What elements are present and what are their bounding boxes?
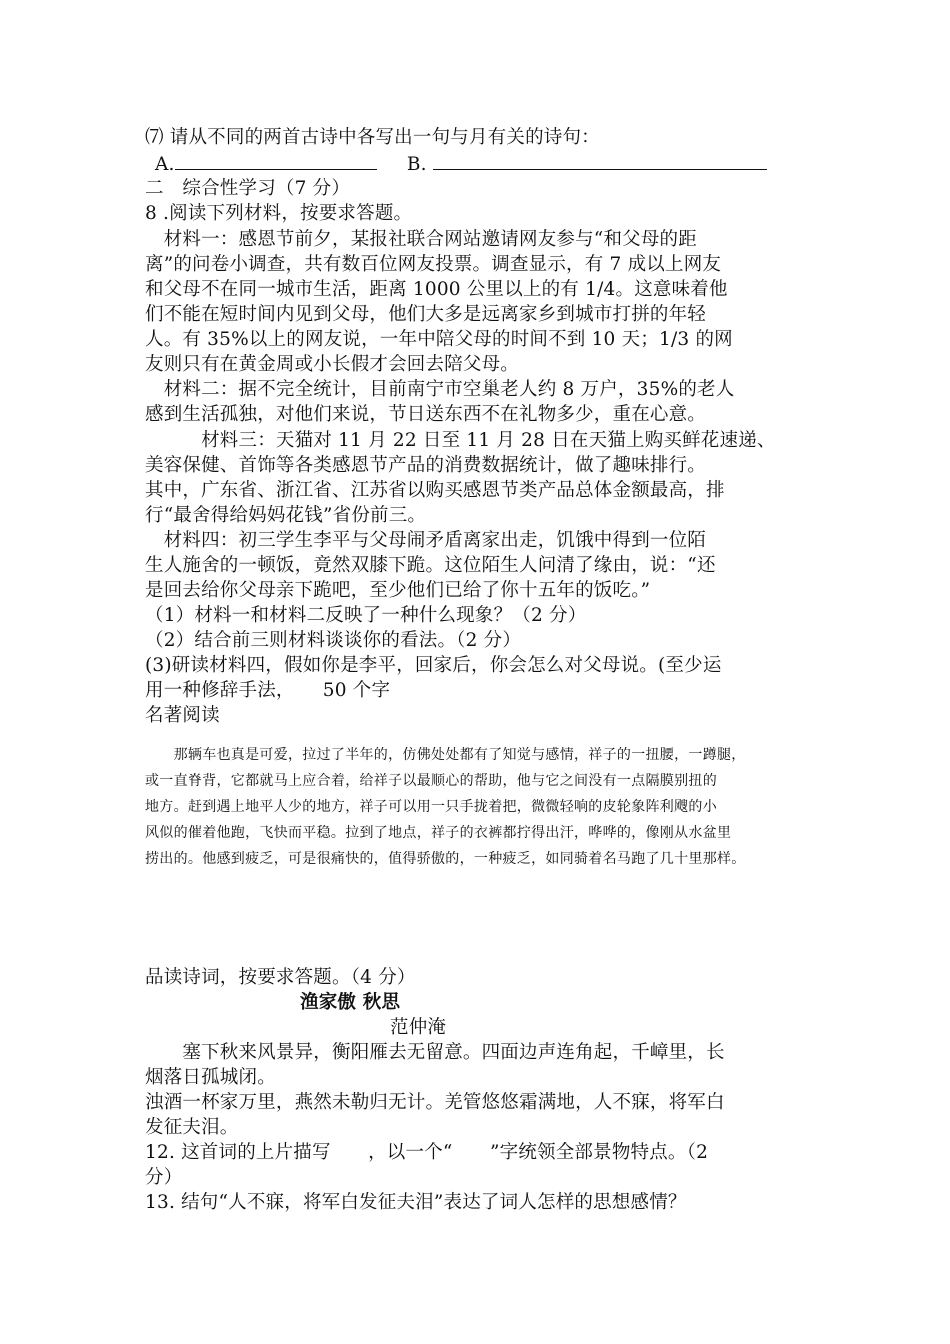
poem-line: 烟落日孤城闭。 xyxy=(145,1067,276,1088)
q8-intro: 8 .阅读下列材料，按要求答题。 xyxy=(145,203,413,224)
q7-prompt: ⑺ 请从不同的两首古诗中各写出一句与月有关的诗句： xyxy=(145,127,600,148)
material1-line: 和父母不在同一城市生活，距离 1000 公里以上的有 1/4。这意味着他 xyxy=(145,279,728,300)
material3-line: 材料三：天猫对 11 月 22 日至 11 月 28 日在天猫上购买鲜花速递、 xyxy=(145,430,776,451)
question-line: 用一种修辞手法， 50 个字 xyxy=(145,680,391,701)
passage-line: 捞出的。他感到疲乏，可是很痛快的，值得骄傲的，一种疲乏，如同骑着名马跑了几十里那样。 xyxy=(145,851,746,867)
question-line: （2）结合前三则材料谈谈你的看法。（2 分） xyxy=(145,630,522,651)
material2-line: 感到生活孤独，对他们来说，节日送东西不在礼物多少，重在心意。 xyxy=(145,404,707,425)
poem-line: 塞下秋来风景异，衡阳雁去无留意。四面边声连角起，千嶂里，长 xyxy=(145,1042,725,1063)
material3-line: 美容保健、首饰等各类感恩节产品的消费数据统计，做了趣味排行。 xyxy=(145,455,707,476)
material1-line: 材料一：感恩节前夕，某报社联合网站邀请网友参与“和父母的距 xyxy=(145,229,697,250)
classics-heading: 名著阅读 xyxy=(145,705,220,726)
material1-line: 友则只有在黄金周或小长假才会回去陪父母。 xyxy=(145,354,520,375)
material4-line: 是回去给你父母亲下跪吧，至少他们已给了你十五年的饭吃。” xyxy=(145,580,651,601)
passage-line: 风似的催着他跑，飞快而平稳。拉到了地点，祥子的衣裤都拧得出汗，哗哗的，像刚从水盆里 xyxy=(145,825,732,841)
answer-blank-a[interactable] xyxy=(175,151,377,170)
section2-heading: 二 综合性学习（7 分） xyxy=(145,178,351,199)
answer-blank-b[interactable] xyxy=(433,151,767,170)
material4-line: 材料四：初三学生李平与父母闹矛盾离家出走，饥饿中得到一位陌 xyxy=(145,530,707,551)
material4-line: 生人施舍的一顿饭，竟然双膝下跪。这位陌生人问清了缘由，说：“还 xyxy=(145,555,716,576)
material3-line: 行“最舍得给妈妈花钱”省份前三。 xyxy=(145,505,427,526)
q12-line: 分） xyxy=(145,1167,183,1188)
poem-line: 发征夫泪。 xyxy=(145,1117,239,1138)
q13-line: 13. 结句“人不寐，将军白发征夫泪”表达了词人怎样的思想感情？ xyxy=(145,1192,687,1213)
material1-line: 人。有 35%以上的网友说，一年中陪父母的时间不到 10 天；1/3 的网 xyxy=(145,329,733,350)
material3-line: 其中，广东省、浙江省、江苏省以购买感恩节类产品总体金额最高，排 xyxy=(145,480,725,501)
poem-author: 范仲淹 xyxy=(390,1017,447,1038)
poem-instruction: 品读诗词，按要求答题。（4 分） xyxy=(145,967,416,988)
passage-line: 地方。赶到遇上地平人少的地方，祥子可以用一只手拢着把，微微轻响的皮轮象阵利飕的小 xyxy=(145,799,717,815)
question-line: （1）材料一和材料二反映了一种什么现象？（2 分） xyxy=(145,605,587,626)
passage-line: 或一直脊背，它都就马上应合着，给祥子以最顺心的帮助，他与它之间没有一点隔膜别扭的 xyxy=(145,773,717,789)
material2-line: 材料二：据不完全统计，目前南宁市空巢老人约 8 万户，35%的老人 xyxy=(145,379,735,400)
passage-line: 那辆车也真是可爱，拉过了半年的，仿佛处处都有了知觉与感情，祥子的一扭腰，一蹲腿， xyxy=(145,747,746,763)
q7-label-b: B. xyxy=(406,154,433,175)
q7-answer-line xyxy=(155,151,767,177)
q7-label-a: A. xyxy=(155,154,175,175)
poem-title: 渔家傲 秋思 xyxy=(300,992,401,1013)
poem-line: 浊酒一杯家万里，燕然未勒归无计。羌管悠悠霜满地，人不寐，将军白 xyxy=(145,1092,725,1113)
question-line: (3)研读材料四，假如你是李平，回家后，你会怎么对父母说。(至少运 xyxy=(145,655,722,676)
q12-line: 12. 这首词的上片描写 ，以一个“ ”字统领全部景物特点。（2 xyxy=(145,1142,709,1163)
material1-line: 们不能在短时间内见到父母，他们大多是远离家乡到城市打拼的年轻 xyxy=(145,304,707,325)
material1-line: 离”的问卷小调查，共有数百位网友投票。调查显示，有 7 成以上网友 xyxy=(145,254,722,275)
